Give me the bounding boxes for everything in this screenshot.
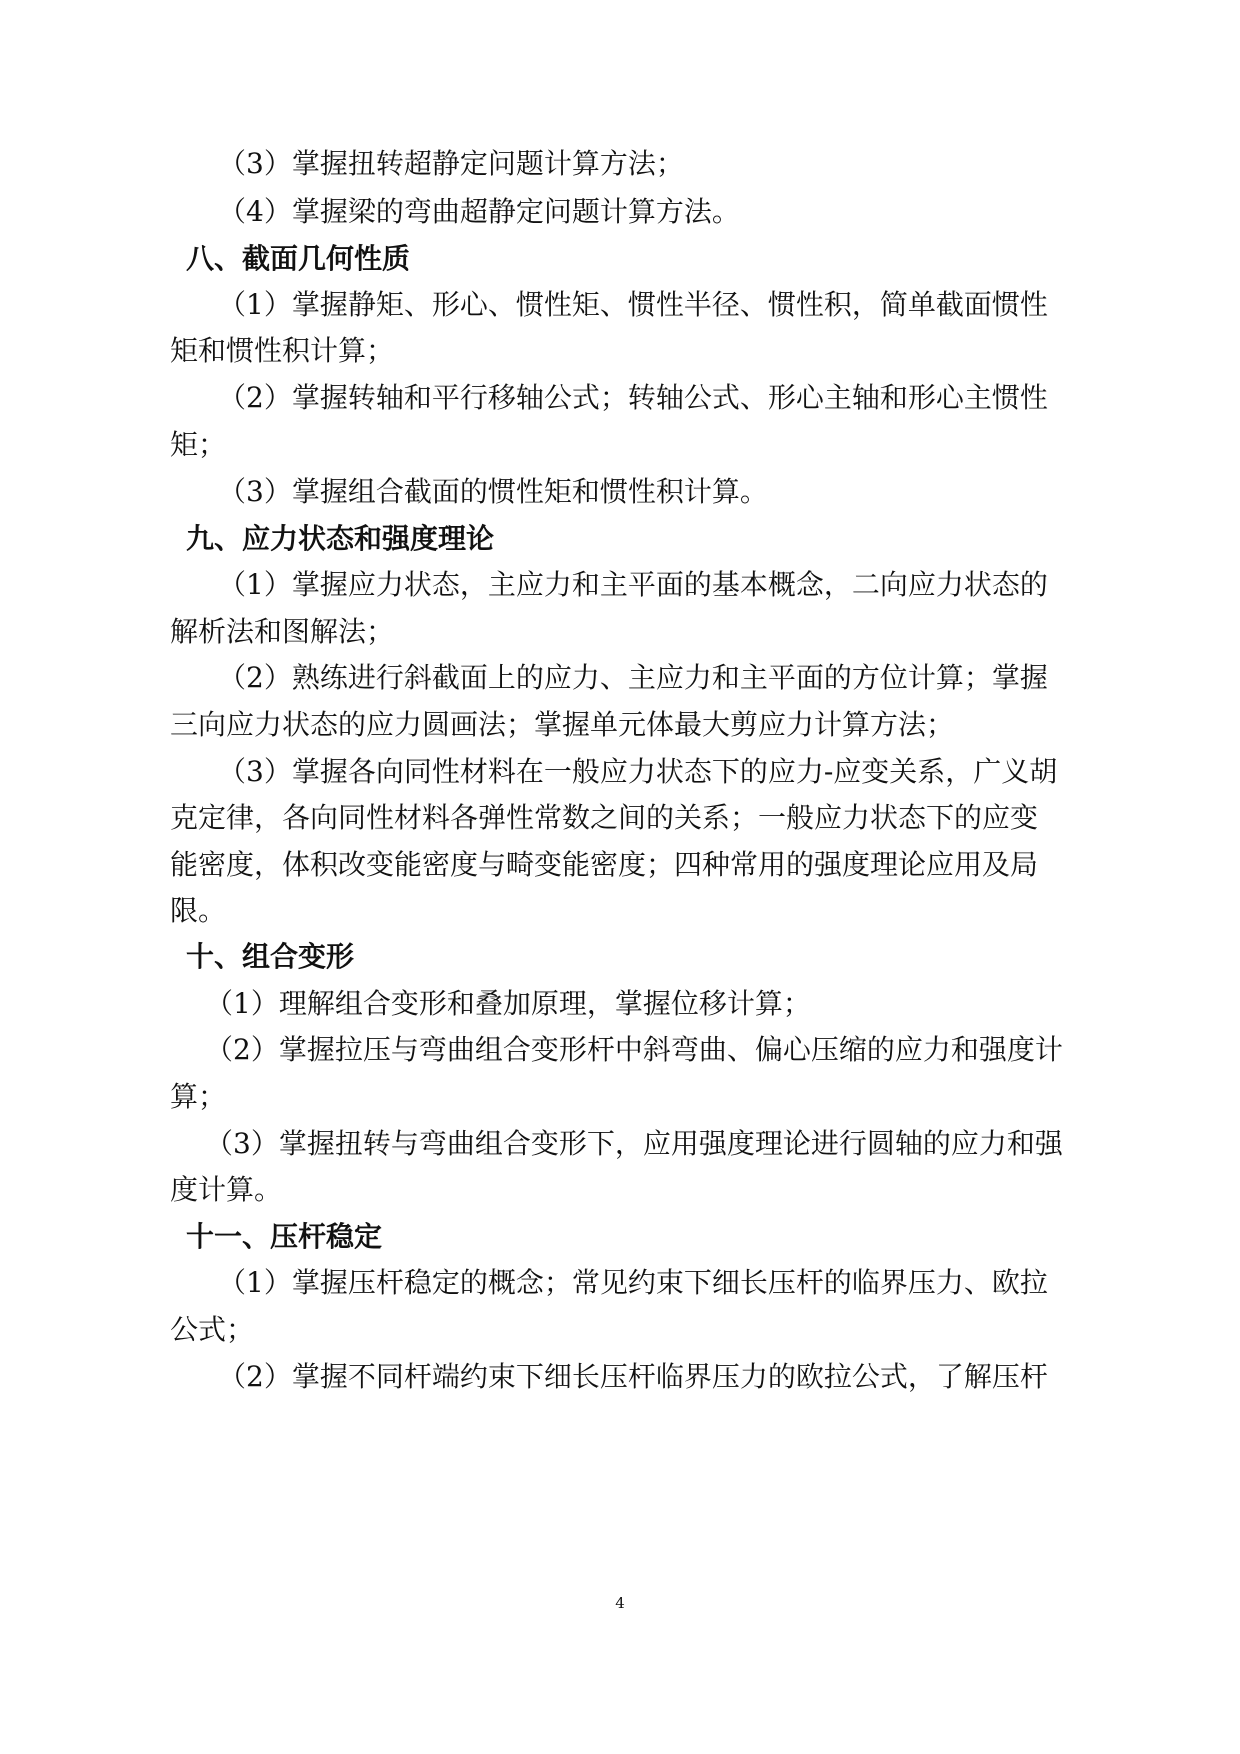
item-text: （2）熟练进行斜截面上的应力、主应力和主平面的方位计算；掌握	[218, 661, 1048, 694]
item-text: （2）掌握拉压与弯曲组合变形杆中斜弯曲、偏心压缩的应力和强度计	[205, 1033, 1063, 1066]
item-text: 克定律，各向同性材料各弹性常数之间的关系；一般应力状态下的应变	[170, 801, 1039, 834]
item-text: （2）掌握转轴和平行移轴公式；转轴公式、形心主轴和形心主惯性	[218, 381, 1048, 414]
item-text: 矩和惯性积计算；	[170, 334, 395, 367]
item-text: （2）掌握不同杆端约束下细长压杆临界压力的欧拉公式，了解压杆	[218, 1360, 1048, 1393]
item-text: 能密度，体积改变能密度与畸变能密度；四种常用的强度理论应用及局	[170, 848, 1039, 881]
item-text: （3）掌握扭转超静定问题计算方法；	[218, 147, 684, 180]
section-heading: 十、组合变形	[186, 940, 355, 973]
item-text: 限。	[170, 894, 227, 927]
item-text: （1）掌握应力状态，主应力和主平面的基本概念，二向应力状态的	[218, 568, 1048, 601]
item-text: 公式；	[170, 1313, 255, 1346]
item-text: 算；	[170, 1080, 227, 1113]
item-text: （3）掌握组合截面的惯性矩和惯性积计算。	[218, 475, 768, 508]
item-text: （4）掌握梁的弯曲超静定问题计算方法。	[218, 195, 740, 228]
item-text: （1）掌握静矩、形心、惯性矩、惯性半径、惯性积，简单截面惯性	[218, 288, 1048, 321]
page-number: 4	[615, 1594, 625, 1612]
item-text: （3）掌握扭转与弯曲组合变形下，应用强度理论进行圆轴的应力和强	[205, 1127, 1063, 1160]
section-heading: 八、截面几何性质	[186, 242, 411, 275]
item-text: 矩；	[170, 428, 227, 461]
section-heading: 九、应力状态和强度理论	[186, 522, 495, 555]
item-text: （1）掌握压杆稳定的概念；常见约束下细长压杆的临界压力、欧拉	[218, 1266, 1048, 1299]
item-text: 解析法和图解法；	[170, 615, 395, 648]
item-text: 度计算。	[170, 1173, 283, 1206]
section-heading: 十一、压杆稳定	[186, 1220, 383, 1253]
item-text: （3）掌握各向同性材料在一般应力状态下的应力-应变关系，广义胡	[218, 755, 1058, 788]
item-text: 三向应力状态的应力圆画法；掌握单元体最大剪应力计算方法；	[170, 708, 955, 741]
item-text: （1）理解组合变形和叠加原理，掌握位移计算；	[205, 987, 811, 1020]
